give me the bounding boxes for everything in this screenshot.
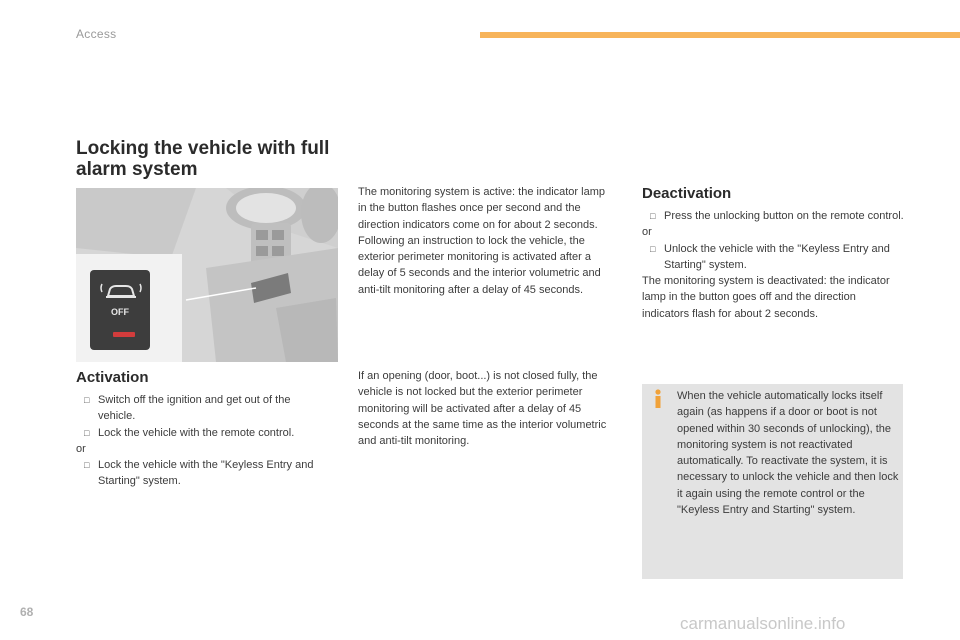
bullet-icon: □ xyxy=(84,460,90,471)
deactivation-step-2 xyxy=(642,241,904,274)
car-alarm-icon xyxy=(90,270,150,310)
activation-step-1 xyxy=(76,392,326,425)
deactivation-step-1 xyxy=(642,208,904,224)
opening-para: If an opening (door, boot...) is not closed fully, the vehicle is not locked but the exterior perimeter monitoring will be activated after a delay of 45 seconds at the same time as the interior volumetric and anti-tilt monitoring. xyxy=(358,370,607,448)
activation-step-2 xyxy=(76,425,326,441)
activation-step-3 xyxy=(76,457,326,490)
monitoring-description xyxy=(358,184,616,298)
bullet-icon: □ xyxy=(650,211,656,221)
activation-step-text: Lock the vehicle with the "Keyless Entry and Starting" system. xyxy=(98,459,314,488)
page-number: 68 xyxy=(20,605,34,619)
info-icon xyxy=(651,388,665,410)
activation-step-text: Switch off the ignition and get out of the vehicle. xyxy=(98,394,291,423)
activation-step-text: Lock the vehicle with the remote control. xyxy=(98,426,295,439)
indicator-lamp xyxy=(113,332,135,337)
deactivation-or: or xyxy=(642,226,652,239)
section-label: Access xyxy=(76,27,117,41)
bullet-icon: □ xyxy=(650,243,656,254)
deactivation-result: The monitoring system is deactivated: the indicator lamp in the button goes off and the direction indicators flash for about 2 seconds. xyxy=(642,275,890,320)
info-note xyxy=(677,388,899,518)
opening-description xyxy=(358,368,616,449)
page-title: Locking the vehicle with full alarm system xyxy=(76,138,330,180)
deactivation-heading: Deactivation xyxy=(642,185,732,202)
bullet-icon: □ xyxy=(84,427,90,438)
activation-or: or xyxy=(76,442,86,455)
monitoring-para-1: The monitoring system is active: the indicator lamp in the button flashes once per second and the direction indicators come on for about 2 seconds. xyxy=(358,186,605,231)
deactivation-step-text: Unlock the vehicle with the "Keyless Entry and Starting" system. xyxy=(664,242,890,271)
monitoring-para-2: Following an instruction to lock the vehicle, the exterior perimeter monitoring is activated after a delay of 5 seconds and the interior volumetric and anti-tilt monitoring after a delay of 45 seconds. xyxy=(358,234,601,296)
off-label: OFF xyxy=(111,307,129,317)
activation-heading: Activation xyxy=(76,369,149,386)
bullet-icon: □ xyxy=(84,395,90,405)
header-accent-bar xyxy=(480,32,960,38)
deactivation-step-text: Press the unlocking button on the remote control. xyxy=(664,210,904,222)
watermark: carmanualsonline.info xyxy=(680,614,846,633)
activation-steps xyxy=(76,392,326,490)
info-note-text: When the vehicle automatically locks itself again (as happens if a door or boot is not opened within 30 seconds of unlocking), the monitoring system is not reactivated automatically. To reactivate the system, it is necessary to unlock the vehicle and then lock it again using the remote control or the "Keyless Entry and Starting" system. xyxy=(677,390,899,517)
deactivation-steps xyxy=(642,208,904,322)
